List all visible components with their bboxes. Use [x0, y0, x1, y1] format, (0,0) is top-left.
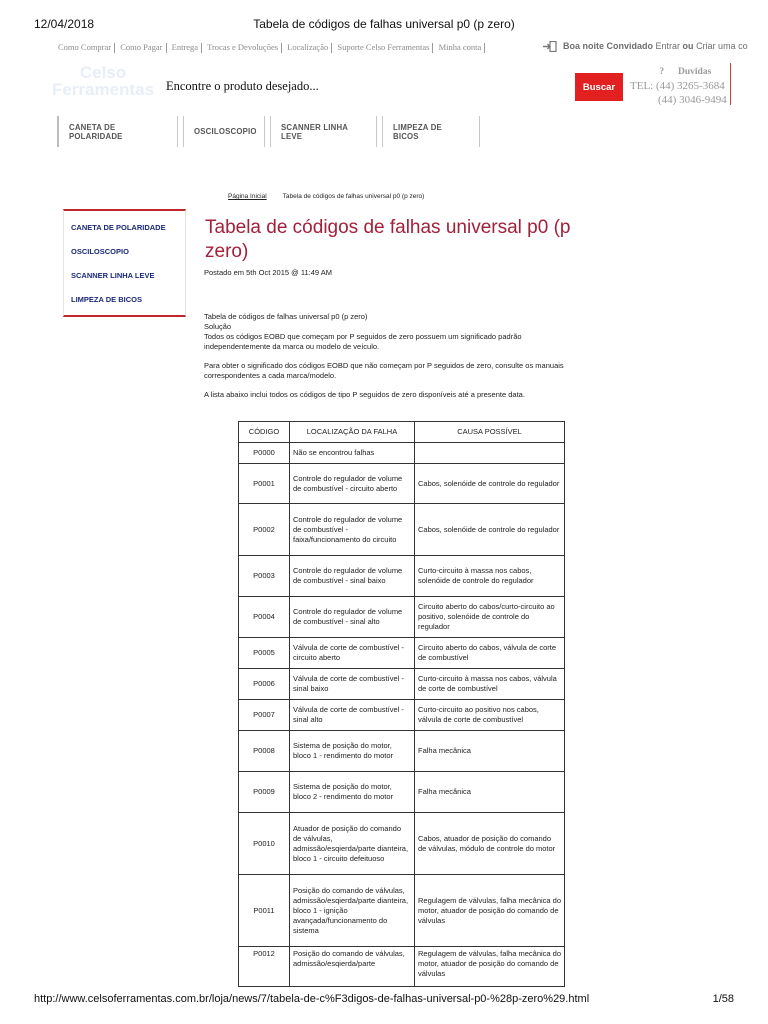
intro-paragraph: Para obter o significado dos códigos EOBD que não começam por P seguidos de zero, consulte os manuais correspondentes a cada marca/modelo. [204, 361, 564, 380]
table-row [239, 597, 565, 638]
create-account-link[interactable]: Criar uma co [696, 41, 748, 51]
code-cell: P0010 [239, 813, 290, 875]
login-or: ou [682, 41, 694, 51]
table-row [239, 700, 565, 731]
header-codigo: CÓDIGO [239, 422, 290, 443]
location-cell: Válvula de corte de combustível - sinal alto [290, 700, 415, 731]
logo-line1: Celso [79, 63, 127, 82]
location-cell: Controle do regulador de volume de combustível - circuito aberto [290, 464, 415, 504]
intro-paragraph: Todos os códigos EOBD que começam por P seguidos de zero possuem um significado padrão independentemente da marca ou modelo de veículo. [204, 332, 522, 351]
location-cell: Válvula de corte de combustível - circuito aberto [290, 638, 415, 669]
divider [484, 43, 485, 53]
code-cell: P0003 [239, 556, 290, 597]
help-phone-2: (44) 3046-9494 [658, 94, 727, 106]
table-row [239, 556, 565, 597]
code-cell: P0007 [239, 700, 290, 731]
table-row [239, 669, 565, 700]
logo[interactable] [44, 64, 162, 98]
location-cell: Posição do comando de válvulas, admissão/esqierda/parte dianteira, bloco 1 - ignição avançada/funcionamento do sistema [290, 875, 415, 947]
code-cell: P0011 [239, 875, 290, 947]
code-cell: P0006 [239, 669, 290, 700]
cause-cell: Falha mecânica [415, 772, 565, 813]
top-link-como-comprar[interactable]: Como Comprar [58, 42, 112, 52]
cause-cell: Cabos, atuador de posição do comando de válvulas, módulo de controle do motor [415, 813, 565, 875]
cause-cell: Curto-circuito à massa nos cabos, válvula de corte de combustível [415, 669, 565, 700]
divider [730, 63, 731, 105]
code-cell: P0004 [239, 597, 290, 638]
table-row [239, 638, 565, 669]
intro-paragraph: A lista abaixo inclui todos os códigos de tipo P seguidos de zero disponíveis até a presente data. [204, 390, 525, 399]
print-url: http://www.celsoferramentas.com.br/loja/news/7/tabela-de-c%F3digos-de-falhas-universal-p0-%28p-zero%29.html [34, 993, 590, 1005]
cause-cell: Curto-circuito à massa nos cabos, solenóide de controle do regulador [415, 556, 565, 597]
code-cell: P0009 [239, 772, 290, 813]
cause-cell: Circuito aberto do cabos/curto-circuito ao positivo, solenóide de controle do regulador [415, 597, 565, 638]
print-date: 12/04/2018 [34, 17, 95, 31]
post-date: Postado em 5th Oct 2015 @ 11:49 AM [204, 268, 332, 277]
cause-cell: Cabos, solenóide de controle do regulador [415, 504, 565, 556]
cause-cell: Falha mecânica [415, 731, 565, 772]
page-title: Tabela de códigos de falhas universal p0 (p zero) [205, 217, 571, 262]
cause-cell [415, 443, 565, 464]
login-icon [543, 41, 557, 52]
location-cell: Sistema de posição do motor, bloco 1 - rendimento do motor [290, 731, 415, 772]
table-header-row [239, 422, 565, 443]
login-link[interactable]: Entrar [655, 41, 681, 51]
cause-cell: Regulagem de válvulas, falha mecânica do motor, atuador de posição do comando de válvulas [415, 947, 565, 987]
header-localizacao: LOCALIZAÇÃO DA FALHA [290, 422, 415, 443]
location-cell: Posição do comando de válvulas, admissão/esqierda/parte [290, 947, 415, 987]
top-link-como-pagar[interactable]: Como Pagar [120, 42, 163, 52]
cause-cell: Cabos, solenóide de controle do regulador [415, 464, 565, 504]
help-label[interactable]: Duvidas [678, 67, 712, 77]
category-osciloscopio[interactable]: OSCILOSCOPIO [183, 116, 265, 147]
sidebar-item-limpeza-de-bicos[interactable]: LIMPEZA DE BICOS [71, 295, 142, 304]
top-link-localizacao[interactable]: Localização [287, 42, 329, 52]
code-cell: P0002 [239, 504, 290, 556]
help-question-icon: ? [659, 66, 664, 76]
login-greeting: Boa noite Convidado [563, 41, 653, 51]
cause-cell: Curto-circuito ao positivo nos cabos, válvula de corte de combustível [415, 700, 565, 731]
location-cell: Controle do regulador de volume de combustível - sinal baixo [290, 556, 415, 597]
intro-line: Tabela de códigos de falhas universal p0 (p zero) [204, 312, 368, 321]
search-button[interactable]: Buscar [575, 73, 623, 101]
header-causa: CAUSA POSSÍVEL [415, 422, 565, 443]
table-row [239, 443, 565, 464]
help-box [630, 64, 732, 107]
table-row [239, 947, 565, 987]
sidebar-item-scanner-linha-leve[interactable]: SCANNER LINHA LEVE [71, 271, 155, 280]
help-phone-1: TEL: (44) 3265-3684 [630, 80, 725, 92]
sidebar-item-osciloscopio[interactable]: OSCILOSCOPIO [71, 247, 129, 256]
location-cell: Válvula de corte de combustível - sinal baixo [290, 669, 415, 700]
table-row [239, 772, 565, 813]
top-link-trocas[interactable]: Trocas e Devoluções [207, 42, 279, 52]
login-area [543, 41, 748, 52]
category-caneta-de-polaridade[interactable]: CANETA DE POLARIDADE [57, 116, 178, 147]
breadcrumb-home[interactable]: Página Inicial [228, 193, 267, 200]
fault-code-table [238, 421, 565, 987]
divider [432, 43, 433, 53]
code-cell: P0000 [239, 443, 290, 464]
location-cell: Controle do regulador de volume de combustível - sinal alto [290, 597, 415, 638]
top-nav [58, 42, 488, 53]
category-limpeza-de-bicos[interactable]: LIMPEZA DE BICOS [382, 116, 480, 147]
divider [281, 43, 282, 53]
category-menu [57, 116, 485, 147]
category-scanner-linha-leve[interactable]: SCANNER LINHA LEVE [270, 116, 377, 147]
cause-cell: Circuito aberto do cabos, válvula de corte de combustível [415, 638, 565, 669]
code-cell: P0012 [239, 947, 290, 987]
table-row [239, 875, 565, 947]
top-link-suporte[interactable]: Suporte Celso Ferramentas [337, 42, 430, 52]
divider [166, 43, 167, 53]
cause-cell: Regulagem de válvulas, falha mecânica do motor, atuador de posição do comando de válvulas [415, 875, 565, 947]
table-row [239, 464, 565, 504]
top-link-entrega[interactable]: Entrega [171, 42, 199, 52]
breadcrumb-current: Tabela de códigos de falhas universal p0 (p zero) [282, 193, 425, 200]
location-cell: Atuador de posição do comando de válvulas, admissão/esqierda/parte dianteira, bloco 1 - circuito defeituoso [290, 813, 415, 875]
print-title: Tabela de códigos de falhas universal p0 (p zero) [253, 17, 515, 31]
table-row [239, 731, 565, 772]
table-row [239, 813, 565, 875]
divider [331, 43, 332, 53]
sidebar [63, 209, 186, 317]
breadcrumb [228, 193, 424, 200]
location-cell: Controle do regulador de volume de combustível - faixa/funcionamento do circuito [290, 504, 415, 556]
print-page-number: 1/58 [712, 993, 734, 1005]
sidebar-item-caneta-de-polaridade[interactable]: CANETA DE POLARIDADE [71, 223, 166, 232]
code-cell: P0005 [239, 638, 290, 669]
divider [201, 43, 202, 53]
code-cell: P0001 [239, 464, 290, 504]
location-cell: Sistema de posição do motor, bloco 2 - rendimento do motor [290, 772, 415, 813]
search-input[interactable]: Encontre o produto desejado... [166, 79, 319, 93]
divider [114, 43, 115, 53]
table-row [239, 504, 565, 556]
code-cell: P0008 [239, 731, 290, 772]
intro-line: Solução [204, 322, 232, 331]
location-cell: Não se encontrou falhas [290, 443, 415, 464]
article-intro [204, 312, 569, 400]
logo-line2: Ferramentas [51, 80, 155, 99]
top-link-minha-conta[interactable]: Minha conta [438, 42, 482, 52]
